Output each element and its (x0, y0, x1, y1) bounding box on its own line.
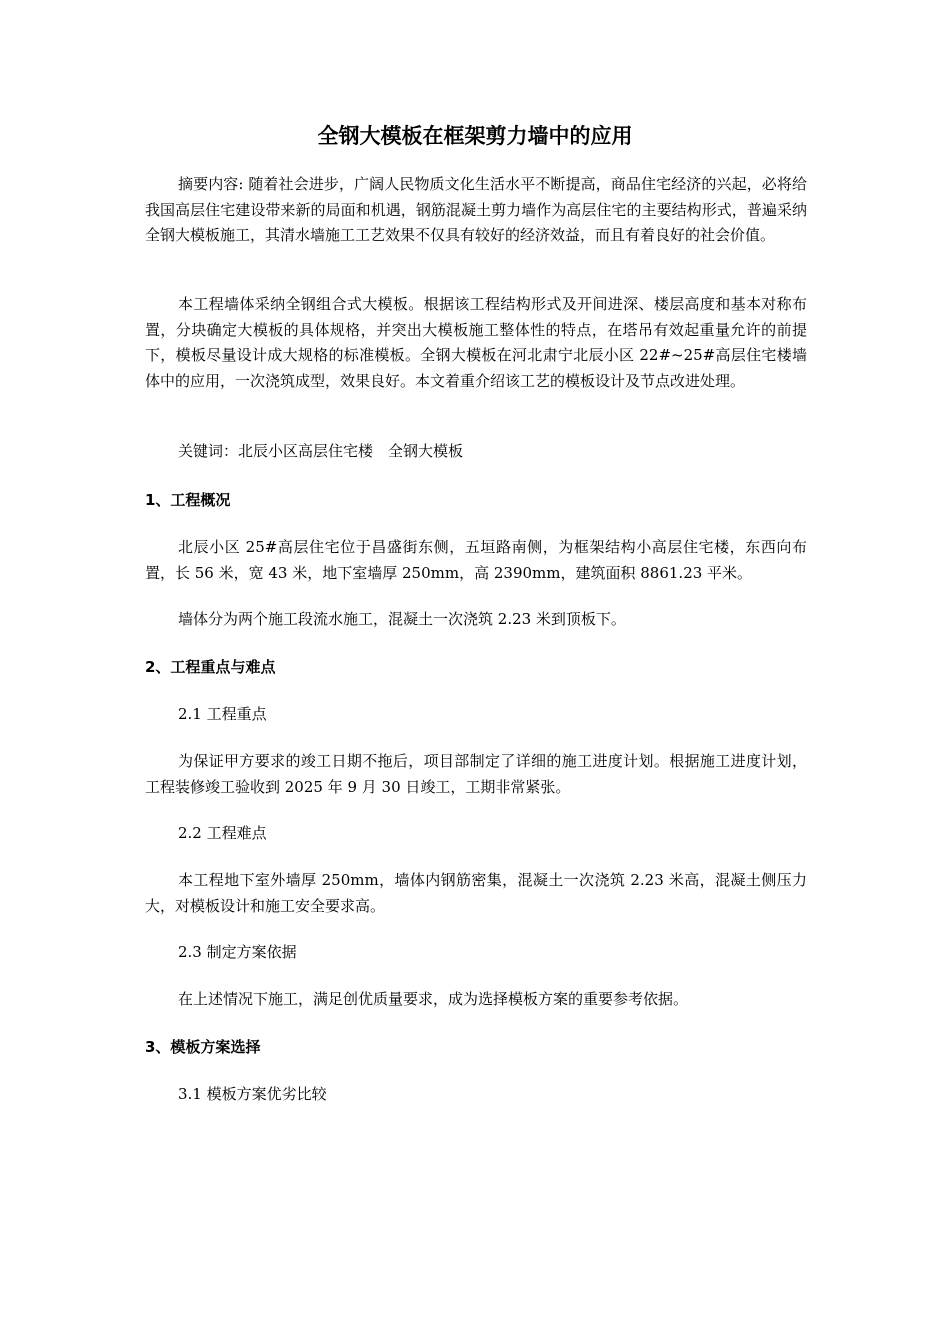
section-1-paragraph-2: 墙体分为两个施工段流水施工，混凝土一次浇筑 2.23 米到顶板下。 (178, 610, 626, 628)
intro-paragraph: 本工程墙体采纳全钢组合式大模板。根据该工程结构形式及开间进深、楼层高度和基本对称布置，分块确定大模板的具体规格，并突出大模板施工整体性的特点，在塔吊有效起重量允许的前提下，模板尽量设计成大规格的标准模板。全钢大模板在河北肃宁北辰小区 22#~25#高层住宅楼墙体中的应用，一次浇筑成型，效果良好。本文着重介绍该工艺的模板设计及节点改进处理。 (145, 295, 807, 390)
abstract-paragraph: 摘要内容: 随着社会进步，广阔人民物质文化生活水平不断提高，商品住宅经济的兴起，必将给我国高层住宅建设带来新的局面和机遇，钢筋混凝土剪力墙作为高层住宅的主要结构形式，普遍采纳全钢大模板施工，其清水墙施工工艺效果不仅具有较好的经济效益，而且有着良好的社会价值。 (145, 175, 807, 244)
section-2-heading: 2、工程重点与难点 (145, 658, 276, 676)
subsection-2-1-paragraph: 为保证甲方要求的竣工日期不拖后，项目部制定了详细的施工进度计划。根据施工进度计划，工程装修竣工验收到 2025 年 9 月 30 日竣工，工期非常紧张。 (145, 752, 807, 796)
keywords-line: 关键词：北辰小区高层住宅楼 全钢大模板 (178, 442, 464, 460)
subsection-2-3-heading: 2.3 制定方案依据 (178, 943, 297, 961)
section-3-heading: 3、模板方案选择 (145, 1038, 261, 1056)
section-1-heading: 1、工程概况 (145, 491, 231, 509)
subsection-2-2-paragraph: 本工程地下室外墙厚 250mm，墙体内钢筋密集，混凝土一次浇筑 2.23 米高，混凝土侧压力大，对模板设计和施工安全要求高。 (145, 871, 807, 915)
subsection-2-2-heading: 2.2 工程难点 (178, 824, 267, 842)
subsection-3-1-heading: 3.1 模板方案优劣比较 (178, 1085, 327, 1103)
subsection-2-3-paragraph: 在上述情况下施工，满足创优质量要求，成为选择模板方案的重要参考依据。 (178, 990, 689, 1008)
section-1-paragraph-1: 北辰小区 25#高层住宅位于昌盛街东侧，五垣路南侧，为框架结构小高层住宅楼，东西向布置，长 56 米，宽 43 米，地下室墙厚 250mm，高 2390mm，建筑面积 8861.23 平米。 (145, 538, 807, 582)
document-title: 全钢大模板在框架剪力墙中的应用 (317, 124, 633, 148)
subsection-2-1-heading: 2.1 工程重点 (178, 705, 267, 723)
